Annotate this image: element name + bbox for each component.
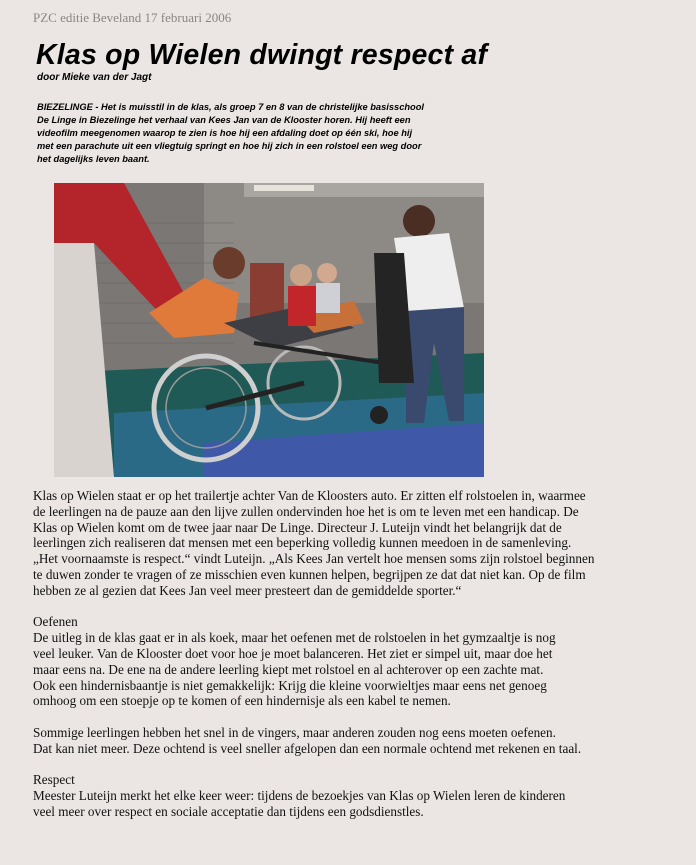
lead-line: het dagelijks leven baant. bbox=[37, 154, 150, 164]
newspaper-source: PZC editie Beveland 17 februari 2006 bbox=[33, 10, 232, 25]
section-heading: Oefenen bbox=[33, 614, 78, 630]
headline: Klas op Wielen dwingt respect af bbox=[36, 39, 488, 71]
byline: door Mieke van der Jagt bbox=[37, 72, 152, 83]
text-line: hebben ze al gezien dat Kees Jan veel meer presteert dan de gemiddelde sporter.“ bbox=[33, 582, 462, 598]
article-body bbox=[33, 488, 673, 820]
text-line: Sommige leerlingen hebben het snel in de vingers, maar anderen zouden nog eens moeten oefenen. bbox=[33, 724, 556, 740]
text-line: Dat kan niet meer. Deze ochtend is veel sneller afgelopen dan een normale ochtend met rekenen en taal. bbox=[33, 740, 582, 756]
text-line: Klas op Wielen komt om de twee jaar naar De Linge. Directeur J. Luteijn vindt het belangrijk dat de bbox=[33, 519, 562, 535]
text-line: de leerlingen na de pauze aan den lijve zullen ondervinden hoe het is om te leven met een handicap. De bbox=[33, 503, 579, 519]
body-paragraph bbox=[33, 772, 673, 819]
section-heading: Respect bbox=[33, 772, 75, 788]
text-line: veel meer over respect en sociale acceptatie dan tijdens een godsdienstles. bbox=[33, 803, 424, 819]
text-line: te duwen zonder te vragen of ze misschien even kunnen helpen, begrijpen ze dat dat niet kan. Op de film bbox=[33, 566, 586, 582]
text-line: leerlingen zich realiseren dat mensen met een beperking volledig kunnen meedoen in de samenleving. bbox=[33, 535, 572, 551]
lead-line: De Linge in Biezelinge het verhaal van Kees Jan van de Klooster horen. Hij heeft een bbox=[37, 115, 411, 125]
body-paragraph bbox=[33, 725, 673, 757]
text-line: maar eens na. De ene na de andere leerling kiept met rolstoel en al achterover op een zachte mat. bbox=[33, 661, 544, 677]
text-line: omhoog om een stoepje op te komen of een hindernisje als een kabel te nemen. bbox=[33, 693, 451, 709]
text-line: Ook een hindernisbaantje is niet gemakkelijk: Krijg die kleine voorwieltjes maar eens net genoeg bbox=[33, 677, 547, 693]
text-line: „Het voornaamste is respect.“ vindt Luteijn. „Als Kees Jan vertelt hoe mensen soms zijn rolstoel beginnen bbox=[33, 551, 595, 567]
text-line: veel leuker. Van de Klooster doet voor hoe je moet balanceren. Het ziet er simpel uit, maar doe het bbox=[33, 645, 553, 661]
text-line: De uitleg in de klas gaat er in als koek, maar het oefenen met de rolstoelen in het gymzaaltje is nog bbox=[33, 630, 556, 646]
article-photo bbox=[54, 183, 484, 477]
lead-line: videofilm meegenomen waarop te zien is hoe hij een afdaling doet op één ski, hoe hij bbox=[37, 128, 413, 138]
lead-paragraph bbox=[37, 101, 517, 166]
text-line: Klas op Wielen staat er op het trailertje achter Van de Kloosters auto. Er zitten elf rolstoelen in, waarmee bbox=[33, 488, 586, 503]
body-paragraph bbox=[33, 488, 673, 599]
lead-line: met een parachute uit een vliegtuig springt en hoe hij zich in een rolstoel een weg door bbox=[37, 141, 422, 151]
body-paragraph bbox=[33, 614, 673, 709]
lead-line: BIEZELINGE - Het is muisstil in de klas, als groep 7 en 8 van de christelijke basisschool bbox=[37, 102, 424, 112]
text-line: Meester Luteijn merkt het elke keer weer: tijdens de bezoekjes van Klas op Wielen leren de kinderen bbox=[33, 788, 566, 804]
